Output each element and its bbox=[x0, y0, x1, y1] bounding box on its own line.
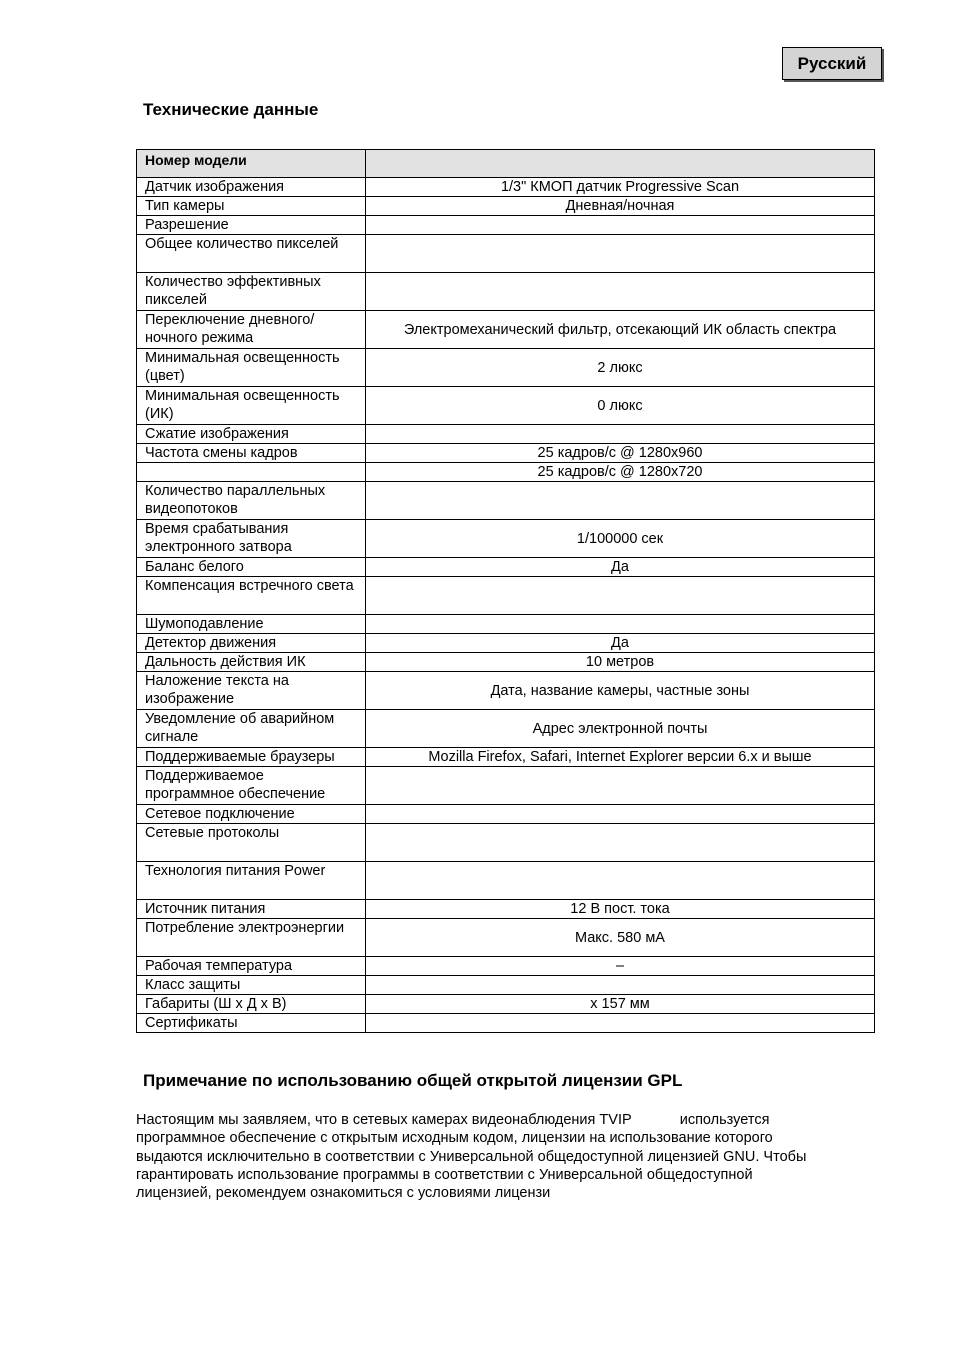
spec-row bbox=[137, 672, 875, 710]
spec-value bbox=[366, 824, 875, 862]
spec-label: Переключение дневного/ночного режима bbox=[137, 311, 366, 349]
spec-value bbox=[366, 577, 875, 615]
spec-label: Поддерживаемое программное обеспечение bbox=[137, 767, 366, 805]
spec-value bbox=[366, 976, 875, 995]
gpl-note-line: лицензией, рекомендуем ознакомиться с условиями лицензи bbox=[136, 1185, 551, 1202]
spec-value: 1/100000 сек bbox=[366, 520, 875, 558]
spec-row bbox=[137, 463, 875, 482]
spec-label: Поддерживаемые браузеры bbox=[137, 748, 366, 767]
spec-row bbox=[137, 235, 875, 273]
spec-value bbox=[366, 273, 875, 311]
spec-row bbox=[137, 311, 875, 349]
spec-label: Общее количество пикселей bbox=[137, 235, 366, 273]
spec-row bbox=[137, 767, 875, 805]
spec-label: Сертификаты bbox=[137, 1014, 366, 1033]
spec-label: Датчик изображения bbox=[137, 178, 366, 197]
spec-row bbox=[137, 862, 875, 900]
spec-label: Наложение текста на изображение bbox=[137, 672, 366, 710]
spec-label: Класс защиты bbox=[137, 976, 366, 995]
spec-label: Количество эффективных пикселей bbox=[137, 273, 366, 311]
spec-value bbox=[366, 805, 875, 824]
spec-value bbox=[366, 862, 875, 900]
spec-row bbox=[137, 387, 875, 425]
gpl-note-title: Примечание по использованию общей открытой лицензии GPL bbox=[143, 1071, 683, 1090]
spec-row bbox=[137, 273, 875, 311]
spec-label: Разрешение bbox=[137, 216, 366, 235]
spec-value bbox=[366, 425, 875, 444]
spec-row bbox=[137, 558, 875, 577]
spec-label: Сжатие изображения bbox=[137, 425, 366, 444]
spec-row bbox=[137, 919, 875, 957]
spec-row bbox=[137, 634, 875, 653]
spec-label: Минимальная освещенность (цвет) bbox=[137, 349, 366, 387]
spec-row bbox=[137, 615, 875, 634]
spec-value: Дневная/ночная bbox=[366, 197, 875, 216]
spec-value: Да bbox=[366, 634, 875, 653]
language-badge: Русский bbox=[782, 47, 882, 80]
spec-value: 10 метров bbox=[366, 653, 875, 672]
model-number-label: Номер модели bbox=[137, 150, 366, 178]
spec-row bbox=[137, 577, 875, 615]
model-number-value bbox=[366, 150, 875, 178]
spec-value bbox=[366, 1014, 875, 1033]
spec-row bbox=[137, 824, 875, 862]
spec-value bbox=[366, 767, 875, 805]
spec-value: – bbox=[366, 957, 875, 976]
spec-row bbox=[137, 1014, 875, 1033]
spec-label: Баланс белого bbox=[137, 558, 366, 577]
spec-row bbox=[137, 349, 875, 387]
spec-label: Тип камеры bbox=[137, 197, 366, 216]
spec-label bbox=[137, 463, 366, 482]
spec-value: 25 кадров/с @ 1280x960 bbox=[366, 444, 875, 463]
spec-row bbox=[137, 197, 875, 216]
spec-value: 2 люкс bbox=[366, 349, 875, 387]
spec-label: Уведомление об аварийном сигнале bbox=[137, 710, 366, 748]
spec-label: Шумоподавление bbox=[137, 615, 366, 634]
spec-label: Минимальная освещенность (ИК) bbox=[137, 387, 366, 425]
spec-value bbox=[366, 615, 875, 634]
spec-value: Макс. 580 мА bbox=[366, 919, 875, 957]
spec-row bbox=[137, 710, 875, 748]
spec-row bbox=[137, 178, 875, 197]
technical-data-title: Технические данные bbox=[143, 100, 319, 119]
spec-row bbox=[137, 957, 875, 976]
spec-row bbox=[137, 653, 875, 672]
spec-label: Сетевое подключение bbox=[137, 805, 366, 824]
spec-label: Детектор движения bbox=[137, 634, 366, 653]
spec-row bbox=[137, 976, 875, 995]
gpl-note-line: выдаются исключительно в соответствии с Универсальной общедоступной лицензией GNU. Чтобы bbox=[136, 1148, 807, 1165]
spec-value: 25 кадров/с @ 1280x720 bbox=[366, 463, 875, 482]
spec-value: 12 В пост. тока bbox=[366, 900, 875, 919]
spec-row bbox=[137, 444, 875, 463]
spec-value bbox=[366, 216, 875, 235]
spec-value: 0 люкс bbox=[366, 387, 875, 425]
spec-label: Рабочая температура bbox=[137, 957, 366, 976]
spec-label: Время срабатывания электронного затвора bbox=[137, 520, 366, 558]
spec-label: Потребление электроэнергии bbox=[137, 919, 366, 957]
spec-row bbox=[137, 425, 875, 444]
gpl-note-paragraph bbox=[136, 1111, 896, 1202]
spec-value: Mozilla Firefox, Safari, Internet Explorer версии 6.x и выше bbox=[366, 748, 875, 767]
spec-row bbox=[137, 520, 875, 558]
spec-label: Компенсация встречного света bbox=[137, 577, 366, 615]
spec-value: Да bbox=[366, 558, 875, 577]
spec-row bbox=[137, 748, 875, 767]
spec-value: Адрес электронной почты bbox=[366, 710, 875, 748]
gpl-note-line: гарантировать использование программы в соответствии с Универсальной общедоступной bbox=[136, 1166, 753, 1183]
spec-label: Количество параллельных видеопотоков bbox=[137, 482, 366, 520]
spec-value: Дата, название камеры, частные зоны bbox=[366, 672, 875, 710]
gpl-note-line: программное обеспечение с открытым исходным кодом, лицензии на использование которого bbox=[136, 1130, 773, 1147]
gpl-note-line: Настоящим мы заявляем, что в сетевых камерах видеонаблюдения TVIP используется bbox=[136, 1112, 770, 1128]
spec-header-row bbox=[137, 150, 875, 178]
spec-label: Дальность действия ИК bbox=[137, 653, 366, 672]
spec-label: Габариты (Ш x Д x В) bbox=[137, 995, 366, 1014]
spec-row bbox=[137, 995, 875, 1014]
spec-row bbox=[137, 900, 875, 919]
spec-row bbox=[137, 216, 875, 235]
spec-row bbox=[137, 805, 875, 824]
spec-value bbox=[366, 482, 875, 520]
spec-value: x 157 мм bbox=[366, 995, 875, 1014]
spec-label: Частота смены кадров bbox=[137, 444, 366, 463]
spec-label: Источник питания bbox=[137, 900, 366, 919]
spec-label: Сетевые протоколы bbox=[137, 824, 366, 862]
spec-row bbox=[137, 482, 875, 520]
spec-table bbox=[136, 149, 875, 1033]
spec-value: 1/3" КМОП датчик Progressive Scan bbox=[366, 178, 875, 197]
spec-value bbox=[366, 235, 875, 273]
spec-label: Технология питания Power bbox=[137, 862, 366, 900]
spec-value: Электромеханический фильтр, отсекающий ИК область спектра bbox=[366, 311, 875, 349]
